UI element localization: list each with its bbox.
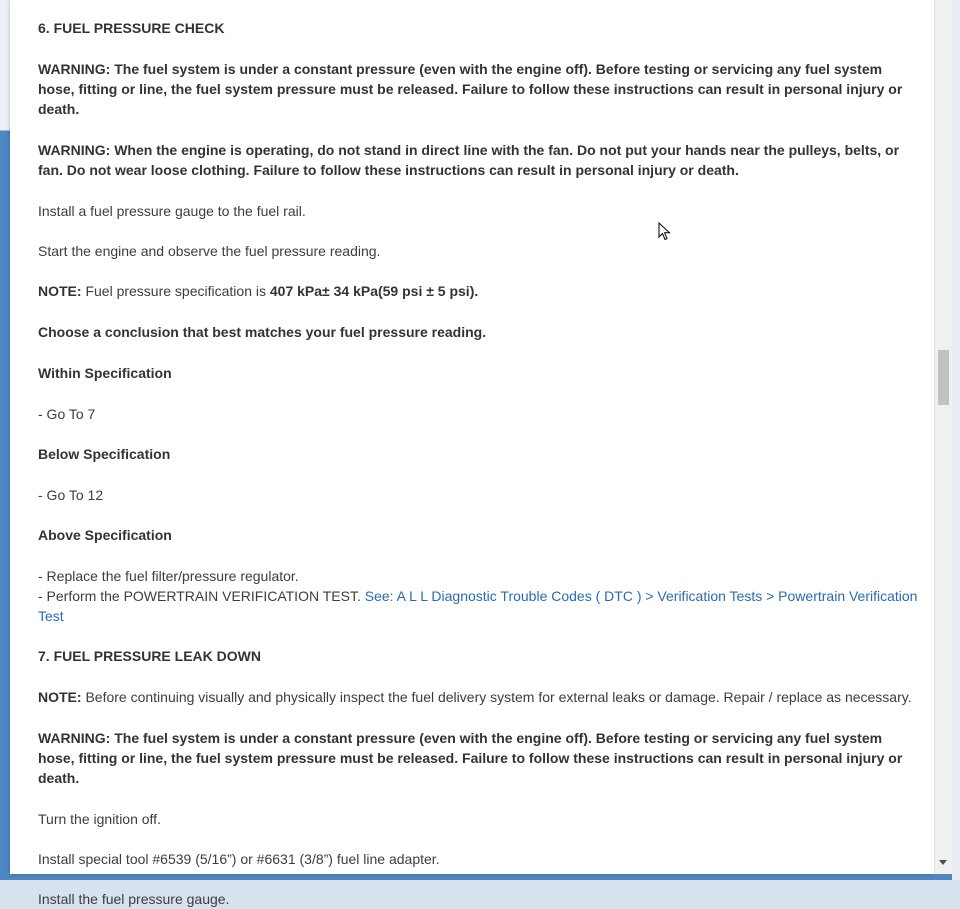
document-pane[interactable] — [10, 0, 934, 907]
step-7-heading: 7. FUEL PRESSURE LEAK DOWN — [38, 648, 261, 664]
step-6-heading: 6. FUEL PRESSURE CHECK — [38, 20, 225, 36]
step-6-note — [38, 281, 922, 301]
step-6-instruction-start-engine: Start the engine and observe the fuel pressure reading. — [38, 243, 381, 259]
step-7-instruction-install-gauge: Install the fuel pressure gauge. — [38, 891, 230, 907]
step-6-warning-fan: WARNING: When the engine is operating, do not stand in direct line with the fan. Do not put your hands near the pulleys, belts, or fan. Do not wear loose clothing. Failure to follow these instructions can result in personal injury or death. — [38, 142, 900, 178]
within-spec-action: - Go To 7 — [38, 406, 96, 422]
above-spec-action-verify — [38, 586, 922, 626]
note-spec: 407 kPa± 34 kPa(59 psi ± 5 psi). — [269, 283, 479, 299]
step-7-instruction-ignition-off: Turn the ignition off. — [38, 811, 161, 827]
step-6-instruction-install-gauge: Install a fuel pressure gauge to the fuel rail. — [38, 203, 306, 219]
scrollbar-thumb[interactable] — [938, 350, 949, 405]
step-7-warning-pressure: WARNING: The fuel system is under a constant pressure (even with the engine off). Before testing or servicing any fuel system hose, fitting or line, the fuel system pressure must be released. Failure to follow these instructions can result in personal injury or death. — [38, 730, 903, 786]
note-text: Fuel pressure specification is — [81, 283, 270, 299]
below-spec-action: - Go To 12 — [38, 487, 104, 503]
step-7-note — [38, 687, 922, 707]
note-text: Before continuing visually and physically inspect the fuel delivery system for external leaks or damage. Repair / replace as necessary. — [81, 689, 912, 705]
above-spec-action-replace: - Replace the fuel filter/pressure regulator. — [38, 568, 299, 584]
below-spec-heading: Below Specification — [38, 446, 171, 462]
note-label: NOTE: — [38, 283, 82, 299]
triangle-down-icon[interactable] — [939, 860, 947, 865]
step-6-warning-pressure: WARNING: The fuel system is under a constant pressure (even with the engine off). Before testing or servicing any fuel system hose, fitting or line, the fuel system pressure must be released. Failure to follow these instructions can result in personal injury or death. — [38, 61, 903, 117]
verify-text: - Perform the POWERTRAIN VERIFICATION TEST. — [38, 588, 365, 604]
above-spec-heading: Above Specification — [38, 527, 172, 543]
step-7-instruction-install-adapter: Install special tool #6539 (5/16”) or #6631 (3/8”) fuel line adapter. — [38, 851, 440, 867]
arrow-pointer-icon — [658, 222, 672, 242]
window-frame-left — [0, 0, 10, 880]
vertical-scrollbar[interactable] — [934, 0, 952, 874]
procedure-document — [38, 18, 922, 909]
within-spec-heading: Within Specification — [38, 365, 172, 381]
step-6-choose-conclusion: Choose a conclusion that best matches your fuel pressure reading. — [38, 324, 487, 340]
note-label: NOTE: — [38, 689, 82, 705]
window-frame-right — [952, 0, 960, 880]
powertrain-verification-link[interactable]: See: A L L Diagnostic Trouble Codes ( DTC ) > Verification Tests > Powertrain Verification Test — [38, 588, 918, 624]
